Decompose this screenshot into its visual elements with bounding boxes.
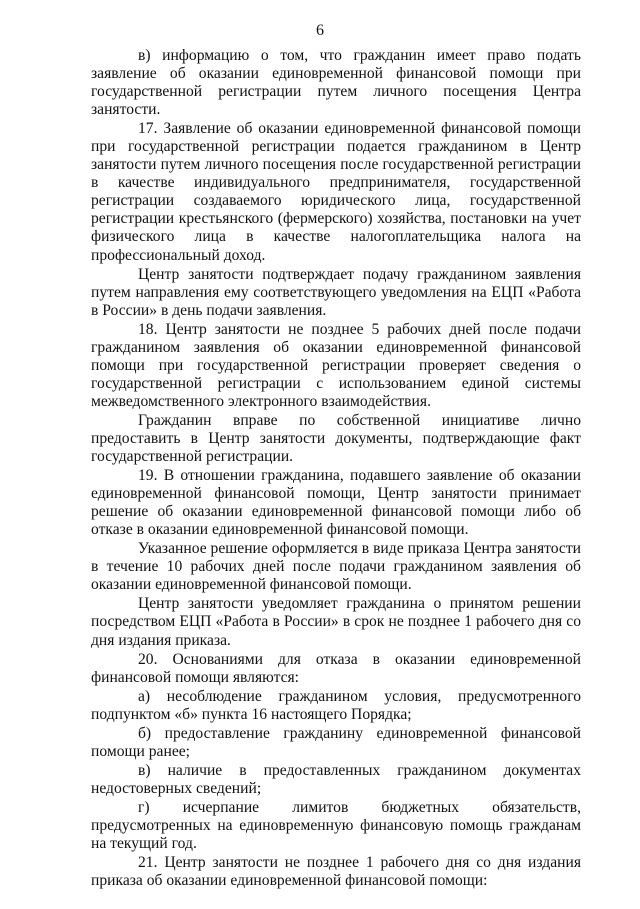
paragraph-19-notification: Центр занятости уведомляет гражданина о принятом решении посредством ЕЦП «Работа в России» в срок не позднее 1 рабочего дня со дня издания приказа.	[91, 595, 581, 649]
document-body	[91, 47, 581, 890]
paragraph-3v-info: в) информацию о том, что гражданин имеет право подать заявление об оказании единовременной финансовой помощи при государственной регистрации путем личного посещения Центра занятости.	[91, 47, 581, 119]
paragraph-20v: в) наличие в предоставленных гражданином документах недостоверных сведений;	[91, 761, 581, 797]
paragraph-17-application: 17. Заявление об оказании единовременной финансовой помощи при государственной регистрации подается гражданином в Центр занятости путем личного посещения после государственной регистрации в качестве индивидуального предпринимателя, государственной регистрации создаваемого юридического лица, государственной регистрации крестьянского (фермерского) хозяйства, постановки на учет физического лица в качестве налогоплательщика налога на профессиональный доход.	[91, 120, 581, 264]
paragraph-19-decision: 19. В отношении гражданина, подавшего заявление об оказании единовременной финансовой помощи, Центр занятости принимает решение об оказании единовременной финансовой помощи либо об отказе в оказании единовременной финансовой помощи.	[91, 467, 581, 539]
paragraph-18-own-initiative: Гражданин вправе по собственной инициативе лично предоставить в Центр занятости документы, подтверждающие факт государственной регистрации.	[91, 411, 581, 466]
paragraph-21-actions: 21. Центр занятости не позднее 1 рабочего дня со дня издания приказа об оказании единовременной финансовой помощи:	[91, 854, 581, 890]
paragraph-18-verification: 18. Центр занятости не позднее 5 рабочих дней после подачи гражданином заявления об оказании единовременной финансовой помощи при государственной регистрации проверяет сведения о государственной регистрации с использованием единой системы межведомственного электронного взаимодействия.	[91, 320, 581, 410]
paragraph-19-order: Указанное решение оформляется в виде приказа Центра занятости в течение 10 рабочих дней после подачи гражданином заявления об оказании единовременной финансовой помощи.	[91, 540, 581, 594]
page-number: 6	[316, 22, 324, 39]
paragraph-20-grounds: 20. Основаниями для отказа в оказании единовременной финансовой помощи являются:	[91, 650, 581, 686]
paragraph-20a: а) несоблюдение гражданином условия, предусмотренного подпунктом «б» пункта 16 настоящего Порядка;	[91, 687, 581, 723]
paragraph-20g: г) исчерпание лимитов бюджетных обязательств, предусмотренных на единовременную финансовую помощь гражданам на текущий год.	[91, 798, 581, 853]
paragraph-17-confirmation: Центр занятости подтверждает подачу гражданином заявления путем направления ему соответствующего уведомления на ЕЦП «Работа в России» в день подачи заявления.	[91, 265, 581, 319]
paragraph-20b: б) предоставление гражданину единовременной финансовой помощи ранее;	[91, 724, 581, 760]
